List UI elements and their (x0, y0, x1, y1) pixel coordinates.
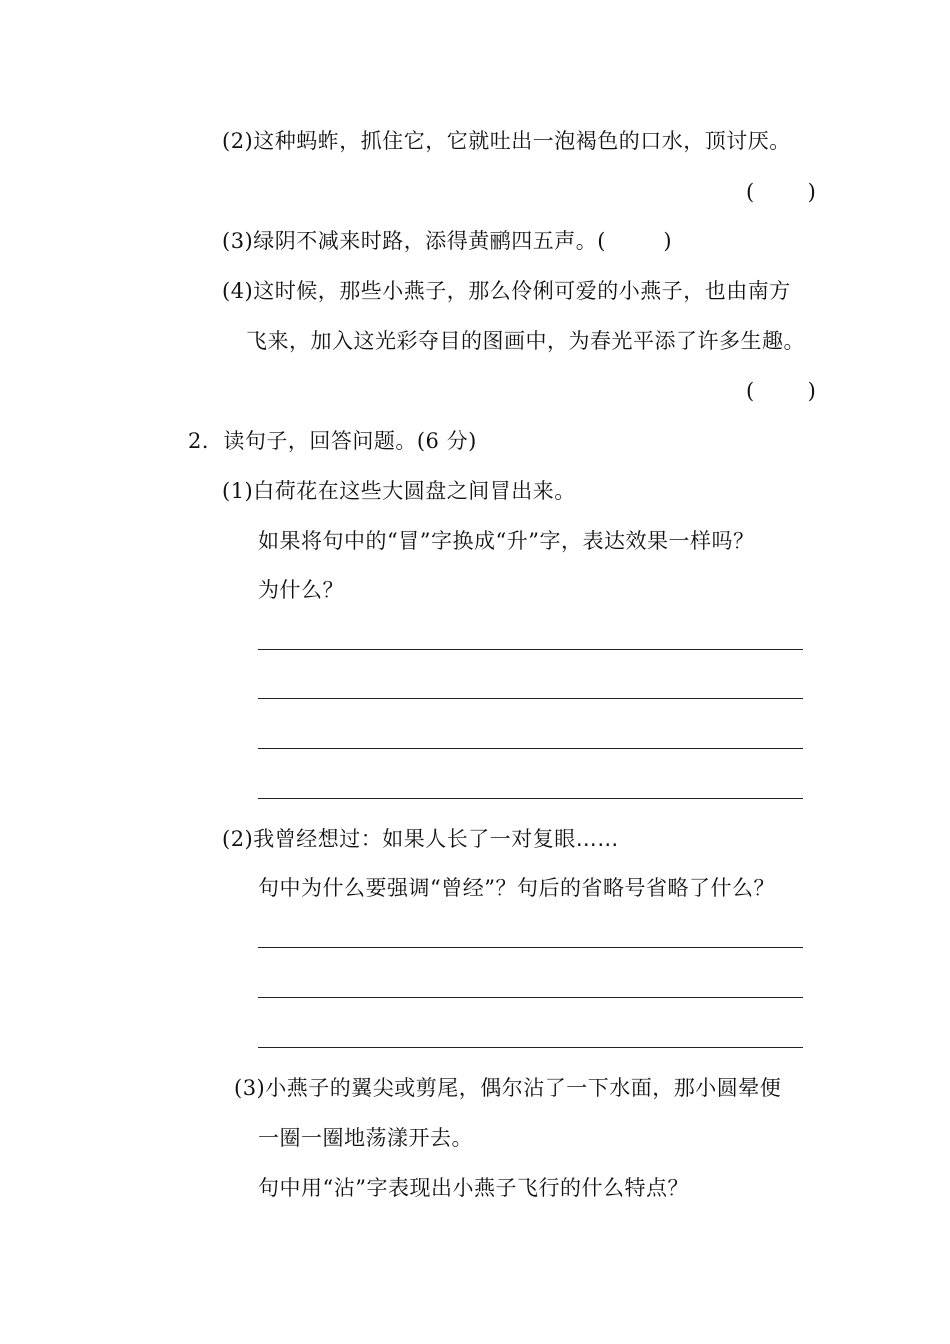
item-4-answer-paren[interactable]: ( ) (746, 379, 816, 403)
item-2-number: (2) (222, 129, 254, 153)
sub-1-question-line1: 如果将句中的“冒”字换成“升”字，表达效果一样吗？ (258, 529, 755, 553)
item-4-number: (4) (222, 279, 254, 303)
item-2-answer-paren[interactable]: ( ) (746, 180, 816, 204)
sub-1-answer-line[interactable] (258, 649, 803, 650)
item-3-sentence: 绿阴不减来时路，添得黄鹂四五声。 (253, 229, 598, 253)
sub-3-question: 句中用“沾”字表现出小燕子飞行的什么特点？ (258, 1176, 689, 1200)
section-2-heading: 2．读句子，回答问题。(6 分) (188, 429, 477, 453)
sub-1-answer-line[interactable] (258, 698, 803, 699)
sub-2-answer-line[interactable] (258, 1047, 803, 1048)
sub-1-question-line2: 为什么？ (258, 578, 344, 602)
sub-2-answer-line[interactable] (258, 947, 803, 948)
sub-1-sentence-row (222, 476, 576, 506)
item-4-sentence-line1: 这时候，那些小燕子，那么伶俐可爱的小燕子，也由南方 (253, 279, 791, 303)
sub-2-sentence-row (222, 824, 619, 854)
sub-2-answer-line[interactable] (258, 997, 803, 998)
sub-3-number: (3) (234, 1076, 266, 1100)
sub-1-sentence: 白荷花在这些大圆盘之间冒出来。 (253, 479, 576, 503)
item-4-line1 (222, 276, 791, 306)
item-3 (222, 226, 672, 256)
item-3-answer-paren[interactable]: ( ) (597, 229, 673, 253)
sub-1-answer-line[interactable] (258, 798, 803, 799)
sub-2-number: (2) (222, 827, 254, 851)
sub-1-answer-line[interactable] (258, 748, 803, 749)
item-2-sentence: 这种蚂蚱，抓住它，它就吐出一泡褐色的口水，顶讨厌。 (253, 129, 791, 153)
sub-3-sentence-row (234, 1073, 781, 1103)
sub-3-sentence-line2: 一圈一圈地荡漾开去。 (258, 1126, 473, 1150)
sub-2-question: 句中为什么要强调“曾经”？句后的省略号省略了什么？ (258, 876, 775, 900)
item-3-number: (3) (222, 229, 254, 253)
item-4-sentence-line2: 飞来，加入这光彩夺目的图画中，为春光平添了许多生趣。 (246, 329, 805, 353)
sub-1-number: (1) (222, 479, 254, 503)
item-2 (222, 126, 791, 156)
sub-2-sentence: 我曾经想过：如果人长了一对复眼…… (253, 827, 619, 851)
sub-3-sentence-line1: 小燕子的翼尖或剪尾，偶尔沾了一下水面，那小圆晕便 (265, 1076, 782, 1100)
